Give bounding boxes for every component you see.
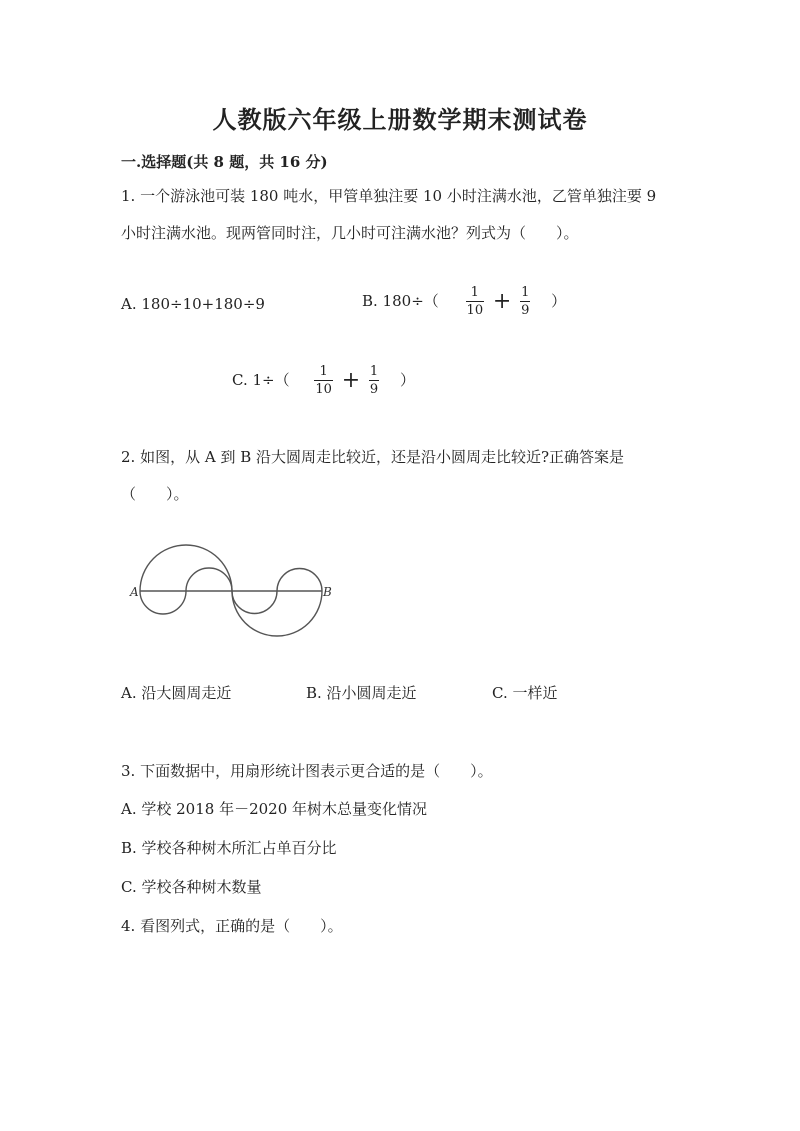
fraction-numerator: 1 [470, 285, 479, 300]
fraction-numerator: 1 [369, 364, 379, 379]
fraction-numerator: 1 [319, 364, 328, 379]
q1-option-b [362, 286, 566, 317]
q3-option-a: A. 学校 2018 年－2020 年树木总量变化情况 [121, 800, 428, 818]
option-b-suffix: ） [551, 292, 567, 310]
q1-line2: 小时注满水池。现两管同时注，几小时可注满水池？列式为（ ）。 [121, 224, 579, 242]
fraction-denominator: 9 [369, 382, 379, 397]
q3-option-b: B. 学校各种树木所汇占单百分比 [121, 839, 337, 857]
plus-sign: + [341, 367, 361, 393]
q2-option-b: B. 沿小圆周走近 [306, 684, 417, 702]
fraction-one-tenth [314, 365, 333, 396]
option-c-prefix: C. 1÷（ [232, 371, 290, 389]
q1-option-a: A. 180÷10+180÷9 [121, 295, 265, 313]
point-b-label: B [323, 585, 332, 599]
big-semicircle-upper [140, 545, 232, 591]
q2-line1: 2. 如图，从 A 到 B 沿大圆周走比较近，还是沿小圆周走比较近?正确答案是 [121, 448, 625, 466]
small-semicircle-upper-2 [277, 569, 322, 592]
q3-option-c: C. 学校各种树木数量 [121, 878, 262, 896]
q4-text: 4. 看图列式，正确的是（ ）。 [121, 917, 343, 935]
section-heading: 一.选择题(共 8 题，共 16 分) [121, 153, 328, 171]
q2-line2: （ ）。 [121, 485, 189, 503]
option-c-suffix: ） [399, 371, 415, 389]
q3-text: 3. 下面数据中，用扇形统计图表示更合适的是（ ）。 [121, 762, 493, 780]
q2-option-c: C. 一样近 [492, 684, 558, 702]
option-b-prefix: B. 180÷（ [362, 292, 439, 310]
q1-line1: 1. 一个游泳池可装 180 吨水，甲管单独注要 10 小时注满水池，乙管单独注要 9 [121, 187, 657, 205]
fraction-one-tenth [466, 286, 485, 317]
big-semicircle-lower [232, 591, 322, 636]
plus-sign: + [492, 288, 512, 314]
fraction-one-ninth [369, 365, 379, 396]
point-a-label: A [130, 585, 139, 599]
fraction-denominator: 10 [315, 382, 332, 397]
small-semicircle-lower-1 [140, 591, 186, 614]
small-semicircle-lower-2 [232, 591, 277, 614]
circle-paths-figure [125, 538, 340, 638]
fraction-denominator: 9 [521, 303, 530, 318]
fraction-one-ninth [520, 286, 530, 317]
fraction-numerator: 1 [521, 285, 530, 300]
small-semicircle-upper-1 [186, 568, 232, 591]
page-title: 人教版六年级上册数学期末测试卷 [212, 105, 588, 134]
q2-option-a: A. 沿大圆周走近 [121, 684, 232, 702]
q1-option-c [232, 365, 415, 396]
fraction-denominator: 10 [466, 303, 484, 318]
